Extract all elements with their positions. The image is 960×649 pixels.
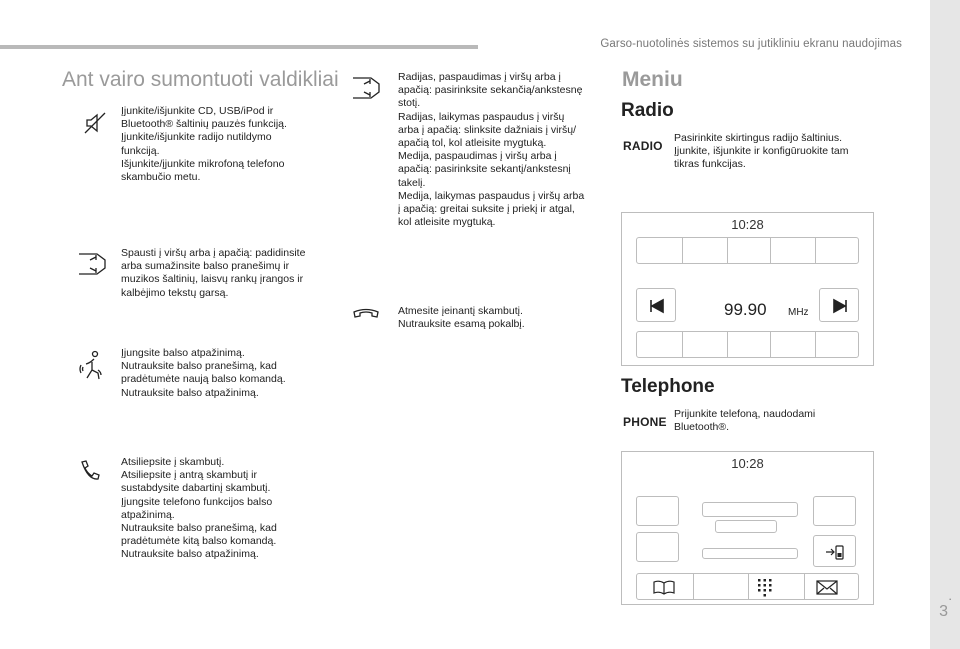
page-number: 3 <box>939 603 948 620</box>
frequency-value: 99.90 <box>724 300 767 319</box>
phone-field-1 <box>702 502 798 517</box>
mute-speaker-icon <box>84 112 106 139</box>
message-envelope-icon[interactable] <box>815 580 839 595</box>
answer-description <box>121 456 277 562</box>
text-line: Įjunkite, išjunkite ir konfigūruokite tam <box>674 145 849 158</box>
radio-screen <box>621 212 874 366</box>
text-line: pradėtumėte kitą balso komandą. <box>121 535 277 548</box>
phone-button-bottom-left[interactable] <box>636 532 679 562</box>
section-title: Ant vairo sumontuoti valdikliai <box>62 68 339 91</box>
phone-field-2 <box>715 520 777 533</box>
text-line: skambučio metu. <box>121 171 201 184</box>
text-line: muzikos šaltinių, laisvų rankų įrangos ir <box>121 273 304 286</box>
text-line: arba į apačią: slinksite dažniais į viršų/ <box>398 123 576 136</box>
text-line: apačią: pasirinksite sekančią/ankstesnę <box>398 84 583 97</box>
phone-button-top-right[interactable] <box>813 496 856 526</box>
phone-field-3 <box>702 548 798 559</box>
text-line: stotį. <box>398 97 421 110</box>
telephone-heading: Telephone <box>621 376 715 397</box>
skip-forward-icon <box>820 289 860 323</box>
menu-title: Meniu <box>622 68 683 91</box>
text-line: takelį. <box>398 176 426 189</box>
phone-connect-button[interactable] <box>813 535 856 567</box>
text-line: Medija, laikymas paspaudus į viršų arba <box>398 189 585 202</box>
header-rule <box>0 45 478 49</box>
text-line: Išjunkite/įjunkite mikrofoną telefono <box>121 157 285 170</box>
text-line: Nutrauksite esamą pokalbį. <box>398 318 525 331</box>
phone-answer-icon <box>78 459 102 488</box>
telephone-screen <box>621 451 874 605</box>
volume-description <box>121 247 305 300</box>
text-line: pradėtumėte naują balso komandą. <box>121 373 286 386</box>
text-line: Bluetooth® šaltinių pauzės funkciją. <box>121 118 287 131</box>
text-line: sustabdysite dabartinį skambutį. <box>121 482 271 495</box>
section-marker: . <box>948 588 952 603</box>
text-line: arba sumažinsite balso pranešimų ir <box>121 260 290 273</box>
text-line: Įjungsite balso atpažinimą. <box>121 347 245 359</box>
seek-back-button[interactable] <box>636 288 676 322</box>
telephone-description <box>674 408 815 434</box>
skip-back-icon <box>637 289 677 323</box>
text-line: apačią: pasirinksite sekantį/ankstesnį <box>398 163 571 176</box>
radio-heading: Radio <box>621 100 674 121</box>
text-line: Nutrauksite balso atpažinimą. <box>121 548 259 561</box>
contacts-book-icon[interactable] <box>651 579 679 596</box>
seek-forward-button[interactable] <box>819 288 859 322</box>
mute-description <box>121 105 287 184</box>
text-line: kalbėjimo tekstų garsą. <box>121 286 229 299</box>
seek-description <box>398 71 584 229</box>
text-line: atpažinimą. <box>121 508 175 521</box>
phone-connect-icon <box>814 536 857 568</box>
seek-rocker-icon <box>350 76 382 105</box>
text-line: Radijas, paspaudimas į viršų arba į <box>398 71 561 83</box>
text-line: Įjungsite telefono funkcijos balso <box>121 495 273 508</box>
running-head: Garso-nuotolinės sistemos su jutikliniu ekranu naudojimas <box>600 38 902 50</box>
text-line: Įjunkite/išjunkite CD, USB/iPod ir <box>121 105 274 117</box>
text-line: Medija, paspaudimas į viršų arba į <box>398 150 557 163</box>
text-line: Atsiliepsite į antrą skambutį ir <box>121 469 257 482</box>
clock: 10:28 <box>731 217 764 232</box>
text-line: apačią tol, kol atleisite mygtuką. <box>398 137 547 150</box>
text-line: Atmesite įeinantį skambutį. <box>398 305 523 317</box>
radio-description <box>674 132 849 172</box>
text-line: Radijas, laikymas paspaudus į viršų <box>398 110 565 123</box>
text-line: funkciją. <box>121 144 160 157</box>
text-line: Prijunkite telefoną, naudodami <box>674 408 816 420</box>
phone-bottom-bar <box>636 573 859 600</box>
keypad-icon[interactable] <box>755 578 775 597</box>
text-line: kol atleisite mygtuką. <box>398 216 496 229</box>
radio-keyword: RADIO <box>623 139 663 153</box>
text-line: Bluetooth®. <box>674 421 730 434</box>
voice-description <box>121 347 286 400</box>
preset-bar-bottom <box>636 331 859 358</box>
preset-bar-top <box>636 237 859 264</box>
voice-command-icon <box>78 350 106 385</box>
text-line: Įjunkite/išjunkite radijo nutildymo <box>121 131 272 144</box>
phone-keyword: PHONE <box>623 415 667 429</box>
page-sidebar <box>930 0 960 649</box>
phone-hangup-icon <box>352 308 380 329</box>
text-line: Spausti į viršų arba į apačią: padidinsite <box>121 247 306 259</box>
volume-rocker-icon <box>76 252 108 281</box>
text-line: Nutrauksite balso pranešimą, kad <box>121 522 277 535</box>
text-line: Nutrauksite balso pranešimą, kad <box>121 360 277 373</box>
frequency-unit: MHz <box>788 307 809 318</box>
text-line: į apačią: greitai suksite į priekį ir atgal, <box>398 203 575 216</box>
hangup-description <box>398 305 525 331</box>
text-line: Nutrauksite balso atpažinimą. <box>121 386 259 399</box>
text-line: Pasirinkite skirtingus radijo šaltinius. <box>674 132 843 144</box>
text-line: Atsiliepsite į skambutį. <box>121 456 225 468</box>
clock: 10:28 <box>731 456 764 471</box>
text-line: tikras funkcijas. <box>674 158 746 171</box>
phone-button-top-left[interactable] <box>636 496 679 526</box>
